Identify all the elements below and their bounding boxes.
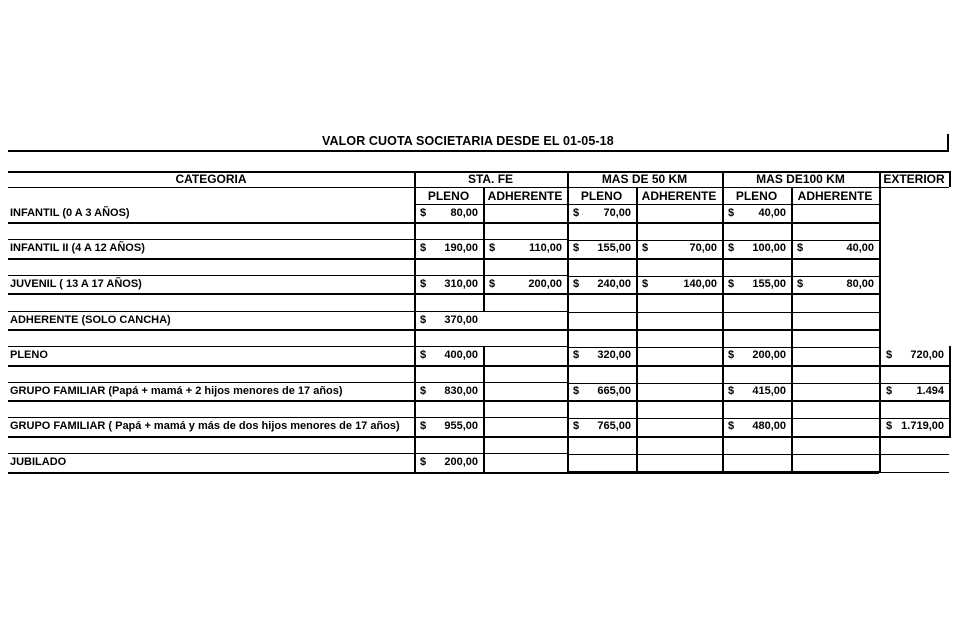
fee-value: 200,00	[444, 456, 478, 468]
header-divider	[567, 171, 569, 187]
currency-symbol: $	[642, 242, 649, 254]
category-label: ADHERENTE (SOLO CANCHA)	[10, 314, 171, 326]
currency-symbol: $	[728, 385, 735, 397]
fee-value: 190,00	[444, 242, 478, 254]
category-label: INFANTIL (0 A 3 AÑOS)	[10, 207, 130, 219]
header-mid-line	[8, 187, 949, 188]
subheader-divider	[483, 187, 485, 205]
fee-value: 830,00	[444, 385, 478, 397]
currency-symbol: $	[420, 242, 427, 254]
currency-symbol: $	[728, 278, 735, 290]
subheader-pleno: PLENO	[580, 189, 623, 203]
subheader-adherente: ADHERENTE	[487, 189, 563, 203]
currency-symbol: $	[886, 420, 893, 432]
subheader-pleno: PLENO	[427, 189, 470, 203]
title-underline	[8, 150, 949, 152]
fee-value: 140,00	[683, 278, 717, 290]
currency-symbol: $	[420, 278, 427, 290]
fee-value: 110,00	[528, 242, 562, 254]
header-divider	[949, 171, 951, 187]
col-divider	[791, 205, 793, 472]
subheader-divider	[722, 187, 724, 205]
currency-symbol: $	[797, 278, 804, 290]
exterior-right-border	[949, 346, 951, 438]
fee-value: 320,00	[597, 349, 631, 361]
fee-value: 100,00	[752, 242, 786, 254]
subheader-divider	[879, 187, 881, 205]
currency-symbol: $	[728, 207, 735, 219]
currency-symbol: $	[573, 242, 580, 254]
currency-symbol: $	[420, 385, 427, 397]
page-title: VALOR CUOTA SOCIETARIA DESDE EL 01-05-18	[322, 134, 614, 148]
category-label: PLENO	[10, 349, 48, 361]
exterior-line	[879, 383, 949, 384]
fee-value: 200,00	[528, 278, 562, 290]
currency-symbol: $	[797, 242, 804, 254]
col-divider	[567, 205, 569, 472]
currency-symbol: $	[420, 349, 427, 361]
exterior-line	[879, 418, 949, 419]
currency-symbol: $	[728, 349, 735, 361]
exterior-line	[879, 400, 949, 401]
col-divider	[879, 205, 881, 472]
currency-symbol: $	[886, 385, 893, 397]
fee-value: 200,00	[752, 349, 786, 361]
fee-value: 955,00	[444, 420, 478, 432]
header-stafe: STA. FE	[467, 172, 514, 186]
header-100km: MAS DE100 KM	[756, 172, 845, 186]
currency-symbol: $	[489, 278, 496, 290]
fee-value: 310,00	[444, 278, 478, 290]
exterior-line	[879, 472, 949, 473]
header-categoria: CATEGORIA	[175, 172, 247, 186]
currency-symbol: $	[728, 242, 735, 254]
fee-value: 240,00	[597, 278, 631, 290]
header-divider	[879, 171, 881, 187]
fee-value: 415,00	[752, 385, 786, 397]
currency-symbol: $	[420, 456, 427, 468]
currency-symbol: $	[489, 242, 496, 254]
currency-symbol: $	[573, 207, 580, 219]
title-tick	[947, 134, 949, 152]
fee-value: 480,00	[752, 420, 786, 432]
fee-value: 80,00	[846, 278, 874, 290]
currency-symbol: $	[420, 207, 427, 219]
subheader-divider	[636, 187, 638, 205]
subheader-divider	[791, 187, 793, 205]
col-divider	[414, 205, 416, 472]
exterior-line	[879, 454, 949, 455]
header-divider	[722, 171, 724, 187]
subheader-divider	[414, 187, 416, 205]
fee-value-exterior: 1.494	[916, 385, 944, 397]
fee-value-exterior: 720,00	[910, 349, 944, 361]
currency-symbol: $	[728, 420, 735, 432]
col-divider	[483, 346, 485, 472]
fee-value: 665,00	[597, 385, 631, 397]
category-label: JUVENIL ( 13 A 17 AÑOS)	[10, 278, 142, 290]
fee-value: 765,00	[597, 420, 631, 432]
subheader-pleno: PLENO	[735, 189, 778, 203]
exterior-line	[879, 436, 949, 437]
category-label: GRUPO FAMILIAR ( Papá + mamá y más de dos hijos menores de 17 años)	[10, 420, 400, 432]
currency-symbol: $	[573, 349, 580, 361]
currency-symbol: $	[573, 278, 580, 290]
fee-value: 155,00	[597, 242, 631, 254]
fee-value: 70,00	[689, 242, 717, 254]
currency-symbol: $	[642, 278, 649, 290]
fee-value: 370,00	[444, 314, 478, 326]
category-label: GRUPO FAMILIAR (Papá + mamá + 2 hijos menores de 17 años)	[10, 385, 343, 397]
subheader-adherente: ADHERENTE	[797, 189, 873, 203]
col-divider	[722, 205, 724, 472]
col-divider	[636, 205, 638, 472]
fee-value: 70,00	[603, 207, 631, 219]
currency-symbol: $	[573, 420, 580, 432]
subheader-divider	[567, 187, 569, 205]
header-50km: MAS DE 50 KM	[601, 172, 688, 186]
header-exterior: EXTERIOR	[883, 172, 945, 186]
row-line	[8, 329, 879, 331]
fee-value: 80,00	[450, 207, 478, 219]
currency-symbol: $	[420, 420, 427, 432]
category-label: JUBILADO	[10, 456, 67, 468]
fee-value-exterior: 1.719,00	[901, 420, 944, 432]
currency-symbol: $	[886, 349, 893, 361]
currency-symbol: $	[573, 385, 580, 397]
currency-symbol: $	[420, 314, 427, 326]
fee-value: 40,00	[846, 242, 874, 254]
fee-value: 155,00	[752, 278, 786, 290]
category-label: INFANTIL II (4 A 12 AÑOS)	[10, 242, 145, 254]
fee-value: 400,00	[444, 349, 478, 361]
header-divider	[414, 171, 416, 187]
fee-value: 40,00	[758, 207, 786, 219]
exterior-line	[879, 365, 949, 366]
subheader-adherente: ADHERENTE	[641, 189, 717, 203]
col-divider	[483, 205, 485, 312]
